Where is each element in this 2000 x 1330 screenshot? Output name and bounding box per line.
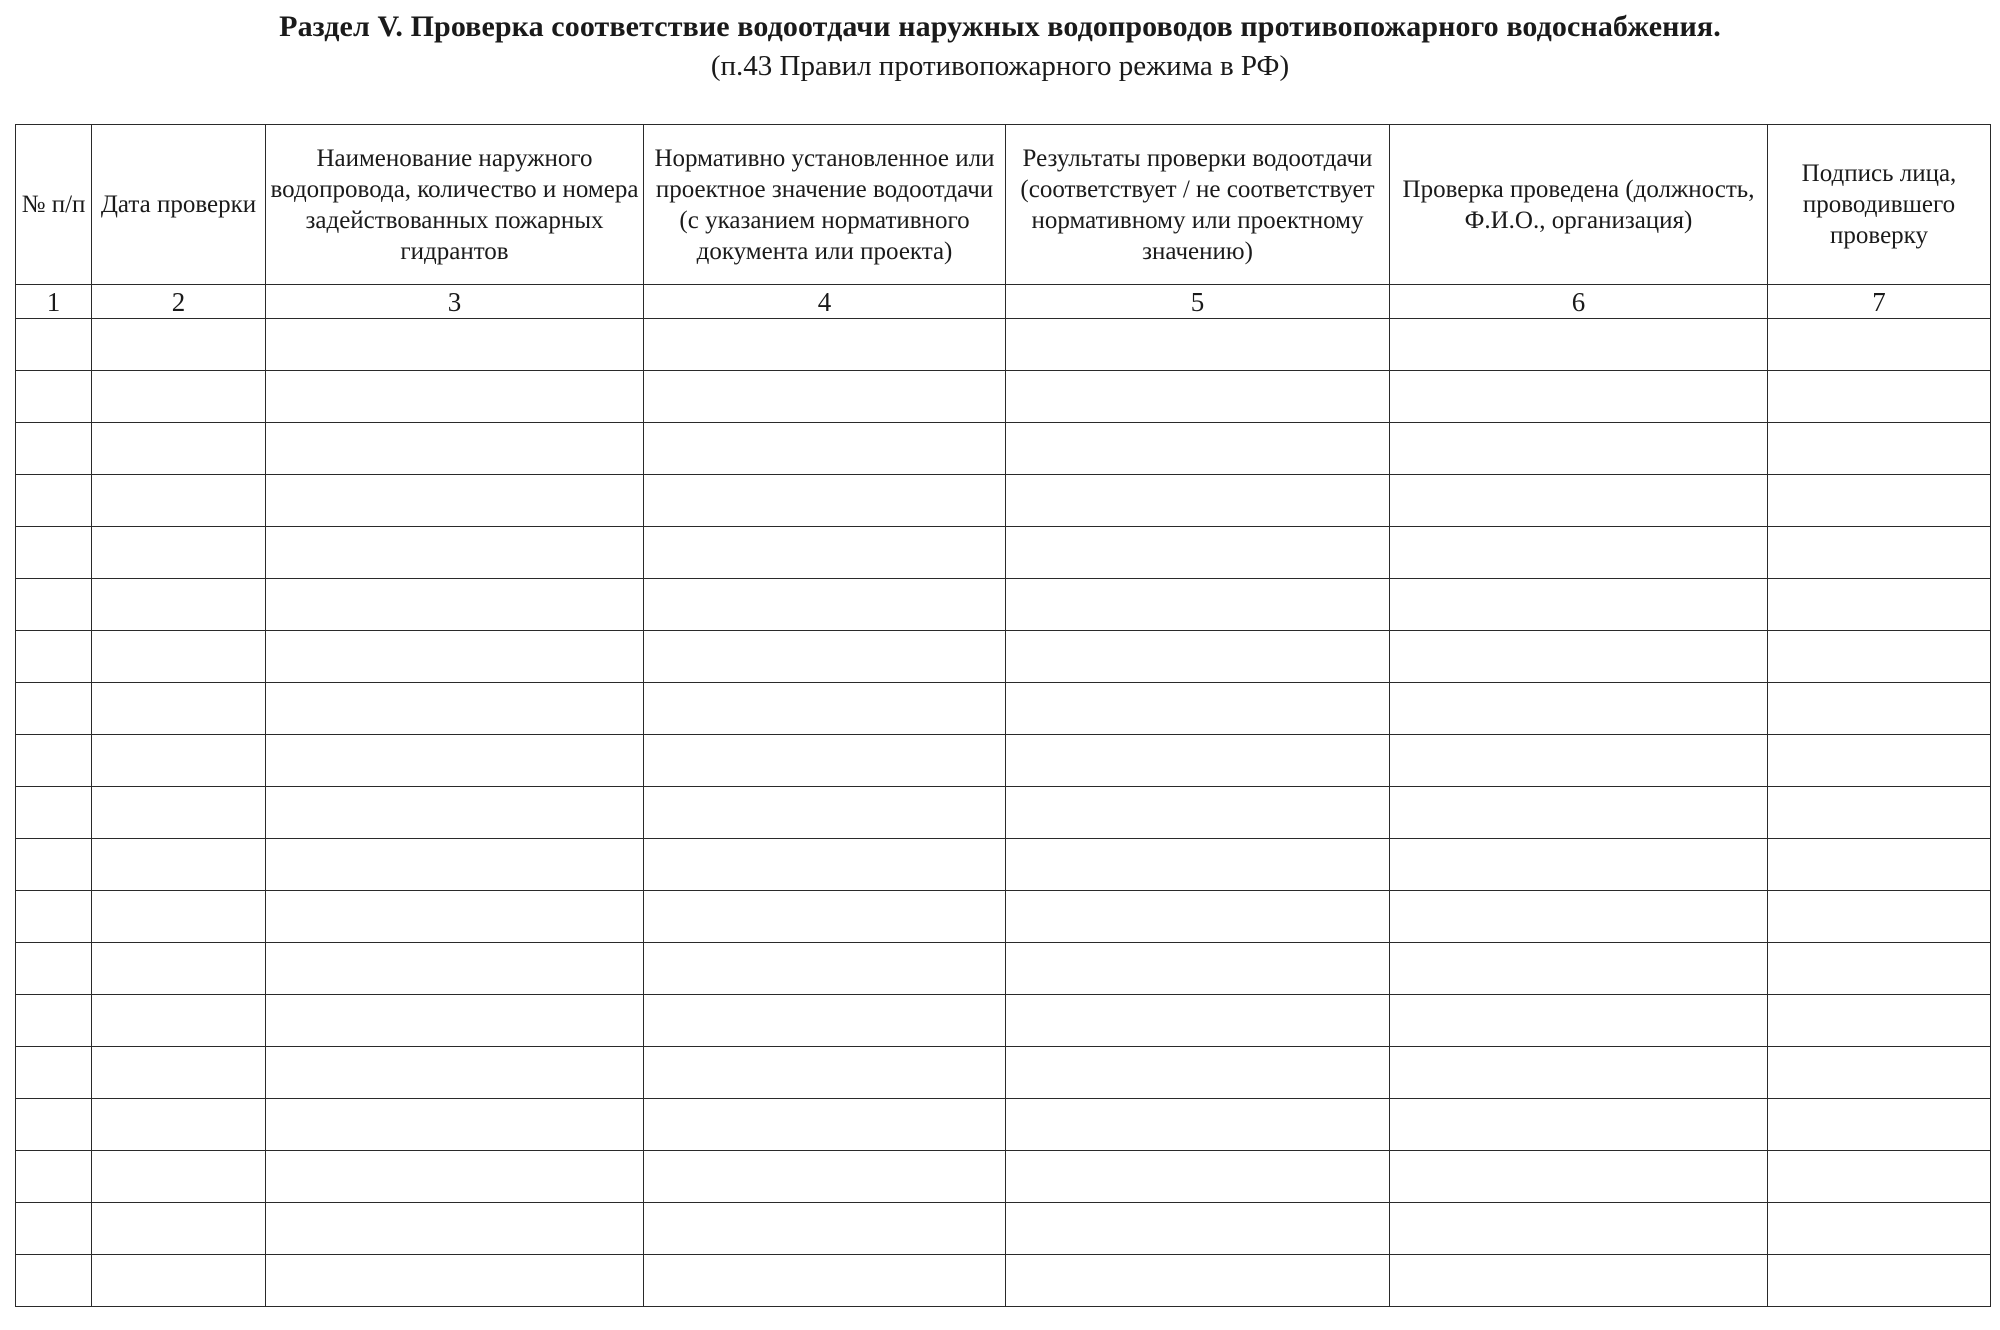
table-cell — [92, 735, 266, 787]
table-cell — [266, 579, 644, 631]
table-cell — [644, 1203, 1006, 1255]
table-row — [16, 943, 1991, 995]
table-cell — [1390, 371, 1768, 423]
table-cell — [1768, 1255, 1991, 1307]
table-cell — [16, 423, 92, 475]
table-cell — [266, 1203, 644, 1255]
table-row — [16, 371, 1991, 423]
table-row — [16, 1099, 1991, 1151]
table-cell — [1390, 839, 1768, 891]
section-subtitle: (п.43 Правил противопожарного режима в РФ) — [710, 50, 1290, 82]
table-cell — [1390, 1203, 1768, 1255]
table-cell — [92, 787, 266, 839]
table-cell — [1006, 319, 1390, 371]
table-cell — [266, 839, 644, 891]
column-number: 4 — [644, 285, 1006, 319]
table-row — [16, 995, 1991, 1047]
table-cell — [1006, 475, 1390, 527]
table-cell — [1006, 423, 1390, 475]
column-header-water-supply-name: Наименование наружного водопровода, количество и номера задействованных пожарных гидрантов — [266, 125, 644, 285]
table-row — [16, 319, 1991, 371]
column-header-inspector: Проверка проведена (должность, Ф.И.О., организация) — [1390, 125, 1768, 285]
table-cell — [1768, 579, 1991, 631]
table-cell — [92, 1099, 266, 1151]
table-cell — [92, 683, 266, 735]
table-row — [16, 1203, 1991, 1255]
table-row — [16, 631, 1991, 683]
table-cell — [16, 475, 92, 527]
table-cell — [16, 319, 92, 371]
column-number: 6 — [1390, 285, 1768, 319]
table-cell — [1390, 683, 1768, 735]
table-cell — [1390, 579, 1768, 631]
table-cell — [1006, 1203, 1390, 1255]
table-cell — [16, 631, 92, 683]
table-cell — [266, 631, 644, 683]
table-cell — [16, 527, 92, 579]
table-cell — [1390, 527, 1768, 579]
table-cell — [266, 683, 644, 735]
table-cell — [1006, 1255, 1390, 1307]
table-cell — [92, 371, 266, 423]
table-cell — [16, 579, 92, 631]
table-cell — [16, 995, 92, 1047]
table-cell — [644, 527, 1006, 579]
table-cell — [644, 423, 1006, 475]
table-row — [16, 1047, 1991, 1099]
table-cell — [1390, 1255, 1768, 1307]
column-numbers-row — [16, 285, 1991, 319]
table-cell — [92, 631, 266, 683]
table-cell — [1768, 371, 1991, 423]
table-row — [16, 527, 1991, 579]
table-row — [16, 475, 1991, 527]
table-cell — [1390, 1099, 1768, 1151]
table-cell — [266, 475, 644, 527]
column-header-check-results: Результаты проверки водоотдачи (соответствует / не соответствует нормативному или проектному значению) — [1006, 125, 1390, 285]
table-cell — [266, 1047, 644, 1099]
table-cell — [1768, 1203, 1991, 1255]
table-row — [16, 735, 1991, 787]
table-cell — [644, 683, 1006, 735]
table-cell — [1006, 579, 1390, 631]
table-cell — [1768, 527, 1991, 579]
table-row — [16, 1151, 1991, 1203]
table-cell — [16, 787, 92, 839]
table-cell — [16, 1047, 92, 1099]
table-row — [16, 1255, 1991, 1307]
table-cell — [1768, 631, 1991, 683]
column-header-number: № п/п — [16, 125, 92, 285]
table-cell — [92, 527, 266, 579]
table-cell — [644, 839, 1006, 891]
table-cell — [1768, 839, 1991, 891]
table-cell — [644, 1047, 1006, 1099]
table-row — [16, 683, 1991, 735]
table-cell — [1006, 527, 1390, 579]
table-cell — [1390, 1047, 1768, 1099]
table-cell — [16, 1151, 92, 1203]
table-cell — [266, 1151, 644, 1203]
table-cell — [644, 787, 1006, 839]
table-cell — [644, 735, 1006, 787]
table-cell — [644, 371, 1006, 423]
table-cell — [92, 1203, 266, 1255]
table-cell — [92, 995, 266, 1047]
table-cell — [16, 943, 92, 995]
table-cell — [266, 1255, 644, 1307]
table-cell — [266, 371, 644, 423]
table-cell — [644, 1099, 1006, 1151]
header-row — [16, 125, 1991, 285]
table-cell — [1768, 475, 1991, 527]
table-cell — [1006, 631, 1390, 683]
table-cell — [1390, 423, 1768, 475]
table-cell — [1768, 735, 1991, 787]
table-cell — [1390, 735, 1768, 787]
table-cell — [1006, 1047, 1390, 1099]
table-cell — [92, 943, 266, 995]
column-header-normative-value: Нормативно установленное или проектное значение водоотдачи (с указанием нормативного документа или проекта) — [644, 125, 1006, 285]
table-cell — [644, 943, 1006, 995]
section-title: Раздел V. Проверка соответствие водоотдачи наружных водопроводов противопожарного водоснабжения. — [279, 10, 1721, 43]
column-number: 5 — [1006, 285, 1390, 319]
table-cell — [16, 371, 92, 423]
table-cell — [644, 631, 1006, 683]
table-cell — [1768, 423, 1991, 475]
table-cell — [16, 839, 92, 891]
column-number: 3 — [266, 285, 644, 319]
table-cell — [16, 683, 92, 735]
table-cell — [16, 1203, 92, 1255]
table-cell — [266, 319, 644, 371]
table-cell — [266, 1099, 644, 1151]
table-cell — [644, 995, 1006, 1047]
table-cell — [1006, 943, 1390, 995]
table-cell — [1768, 1047, 1991, 1099]
table-cell — [266, 787, 644, 839]
table-cell — [1390, 475, 1768, 527]
table-cell — [16, 891, 92, 943]
column-header-date: Дата проверки — [92, 125, 266, 285]
table-cell — [266, 891, 644, 943]
table-row — [16, 787, 1991, 839]
table-cell — [1768, 891, 1991, 943]
table-cell — [644, 891, 1006, 943]
table-cell — [1006, 1151, 1390, 1203]
table-cell — [1390, 995, 1768, 1047]
table-cell — [1390, 1151, 1768, 1203]
table-cell — [1006, 735, 1390, 787]
table-cell — [1006, 891, 1390, 943]
table-cell — [1006, 995, 1390, 1047]
table-cell — [1768, 1099, 1991, 1151]
table-cell — [92, 423, 266, 475]
table-cell — [92, 839, 266, 891]
table-cell — [266, 995, 644, 1047]
table-row — [16, 891, 1991, 943]
table-cell — [92, 1151, 266, 1203]
table-cell — [644, 579, 1006, 631]
table-row — [16, 839, 1991, 891]
table-cell — [1006, 787, 1390, 839]
column-number: 7 — [1768, 285, 1991, 319]
table-cell — [644, 319, 1006, 371]
table-cell — [92, 891, 266, 943]
table-body — [16, 319, 1991, 1307]
table-cell — [1768, 683, 1991, 735]
table-cell — [1390, 319, 1768, 371]
table-cell — [92, 579, 266, 631]
table-cell — [16, 735, 92, 787]
table-cell — [1006, 839, 1390, 891]
table-row — [16, 579, 1991, 631]
table-cell — [644, 1255, 1006, 1307]
table-cell — [1768, 943, 1991, 995]
table-cell — [266, 735, 644, 787]
column-header-signature: Подпись лица, проводившего проверку — [1768, 125, 1991, 285]
column-number: 1 — [16, 285, 92, 319]
table-cell — [92, 319, 266, 371]
table-cell — [92, 1047, 266, 1099]
table-cell — [1006, 683, 1390, 735]
column-number: 2 — [92, 285, 266, 319]
table-cell — [16, 1255, 92, 1307]
table-cell — [16, 1099, 92, 1151]
table-cell — [92, 475, 266, 527]
table-cell — [1006, 371, 1390, 423]
table-cell — [266, 943, 644, 995]
table-cell — [1006, 1099, 1390, 1151]
table-cell — [644, 1151, 1006, 1203]
table-cell — [1390, 787, 1768, 839]
water-supply-check-table — [15, 124, 1991, 1307]
table-cell — [644, 475, 1006, 527]
table-cell — [1768, 319, 1991, 371]
table-cell — [1768, 787, 1991, 839]
table-cell — [1390, 891, 1768, 943]
table-cell — [1390, 943, 1768, 995]
table-cell — [1768, 995, 1991, 1047]
table-cell — [266, 423, 644, 475]
table-cell — [1390, 631, 1768, 683]
table-cell — [92, 1255, 266, 1307]
table-cell — [266, 527, 644, 579]
table-cell — [1768, 1151, 1991, 1203]
table-row — [16, 423, 1991, 475]
